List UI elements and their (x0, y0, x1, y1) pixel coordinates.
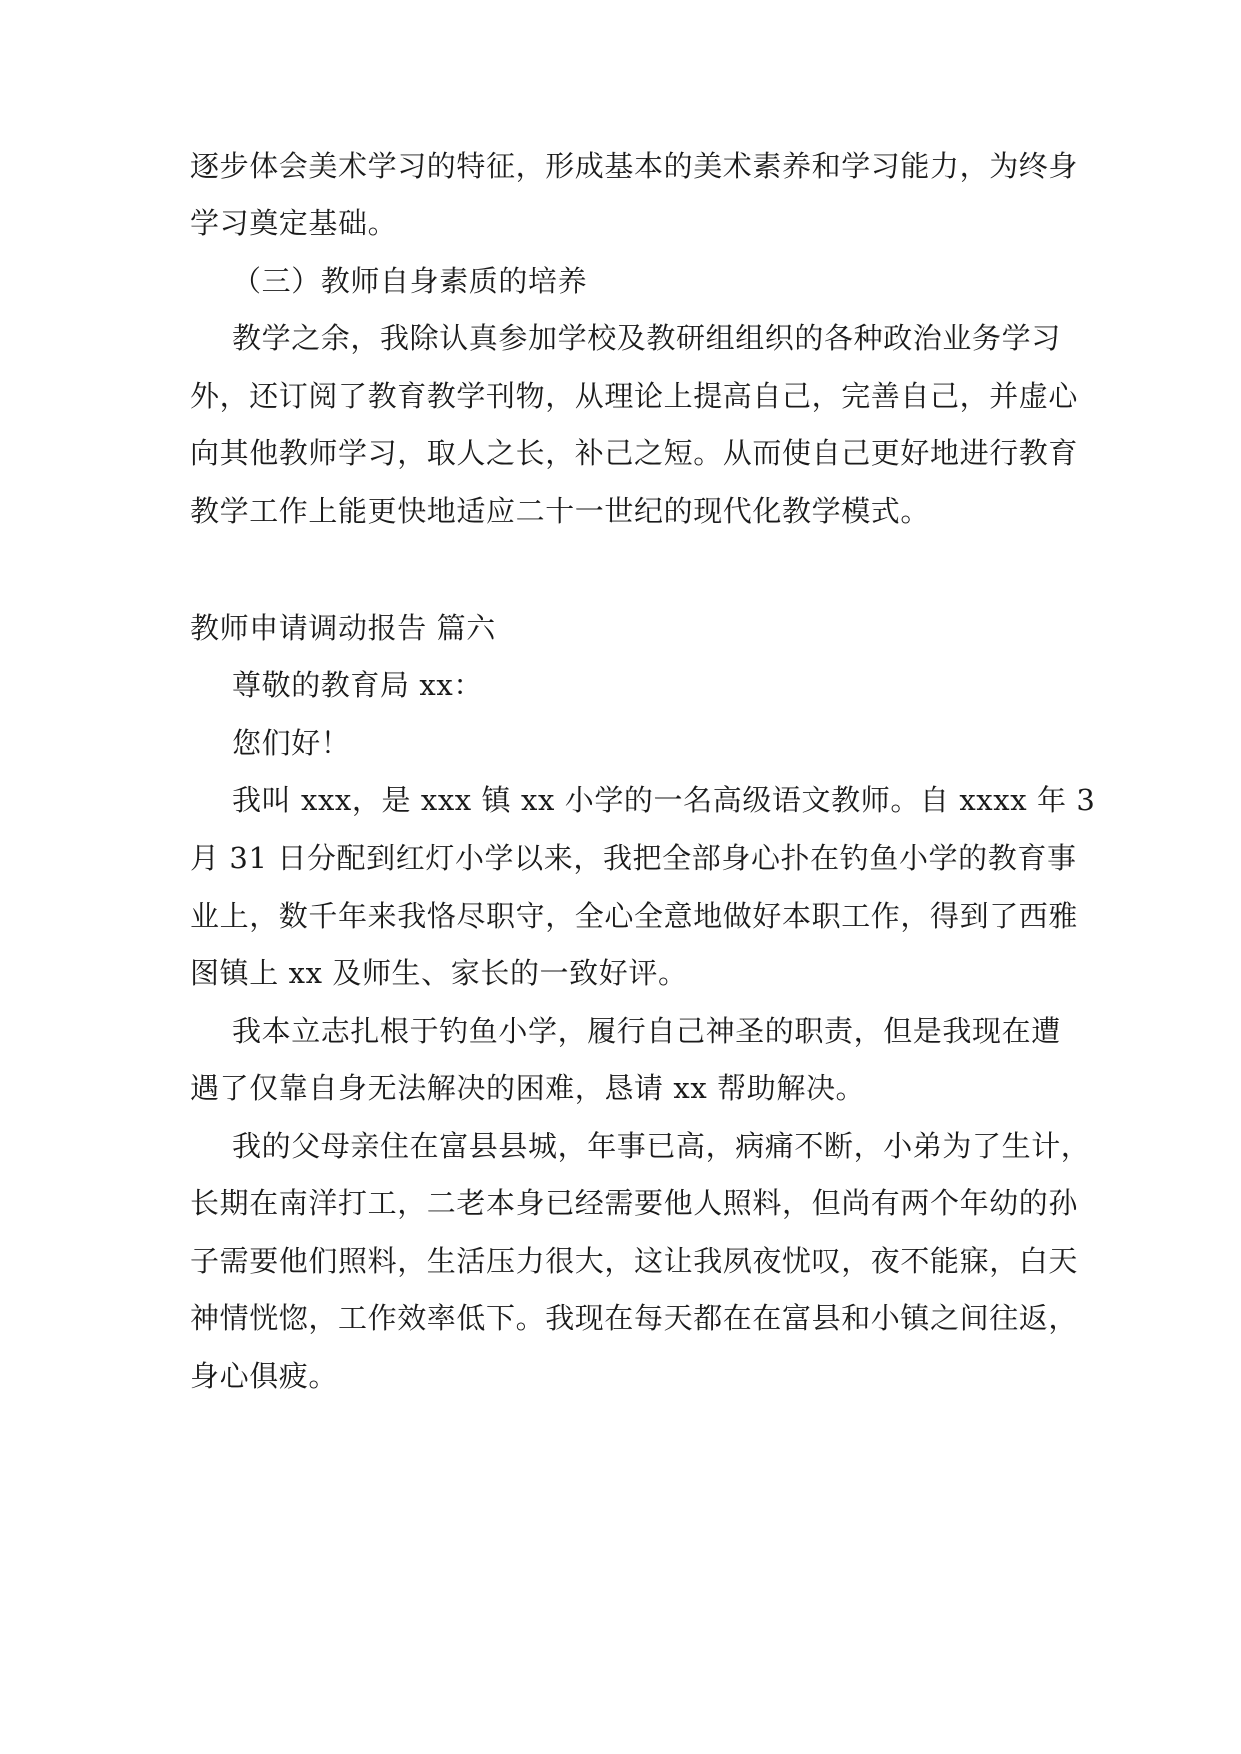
paragraph-5-line-3: 子需要他们照料，生活压力很大，这让我夙夜忧叹，夜不能寐，白天 (190, 1244, 1079, 1278)
paragraph-5-line-1: 我的父母亲住在富县县城，年事已高，病痛不断，小弟为了生计， (232, 1129, 1091, 1163)
paragraph-5-line-4: 神情恍惚，工作效率低下。我现在每天都在在富县和小镇之间往返， (190, 1301, 1079, 1335)
paragraph-4-line-2: 遇了仅靠自身无法解决的困难，恳请 xx 帮助解决。 (190, 1071, 866, 1105)
section-title: 教师申请调动报告 篇六 (190, 611, 496, 645)
paragraph-1-line-2: 学习奠定基础。 (190, 206, 398, 240)
paragraph-2-line-3: 向其他教师学习，取人之长，补己之短。从而使自己更好地进行教育 (190, 436, 1079, 470)
paragraph-3-line-4: 图镇上 xx 及师生、家长的一致好评。 (190, 956, 688, 990)
paragraph-2-line-1: 教学之余，我除认真参加学校及教研组组织的各种政治业务学习 (232, 321, 1061, 355)
paragraph-2-line-2: 外，还订阅了教育教学刊物，从理论上提高自己，完善自己，并虚心 (190, 379, 1079, 413)
paragraph-5-line-5: 身心俱疲。 (190, 1359, 339, 1393)
paragraph-1-line-1: 逐步体会美术学习的特征，形成基本的美术素养和学习能力，为终身 (190, 149, 1079, 183)
paragraph-3-line-3: 业上，数千年来我恪尽职守，全心全意地做好本职工作，得到了西雅 (190, 899, 1079, 933)
paragraph-2-line-4: 教学工作上能更快地适应二十一世纪的现代化教学模式。 (190, 494, 931, 528)
paragraph-4-line-1: 我本立志扎根于钓鱼小学，履行自己神圣的职责，但是我现在遭 (232, 1014, 1061, 1048)
paragraph-5-line-2: 长期在南洋打工，二老本身已经需要他人照料，但尚有两个年幼的孙 (190, 1186, 1079, 1220)
salutation: 尊敬的教育局 xx： (232, 668, 483, 702)
paragraph-3-line-1: 我叫 xxx，是 xxx 镇 xx 小学的一名高级语文教师。自 xxxx 年 3 (232, 783, 1096, 817)
paragraph-3-line-2: 月 31 日分配到红灯小学以来，我把全部身心扑在钓鱼小学的教育事 (190, 841, 1077, 875)
subheading-3: （三）教师自身素质的培养 (232, 264, 588, 298)
greeting: 您们好！ (232, 726, 351, 760)
